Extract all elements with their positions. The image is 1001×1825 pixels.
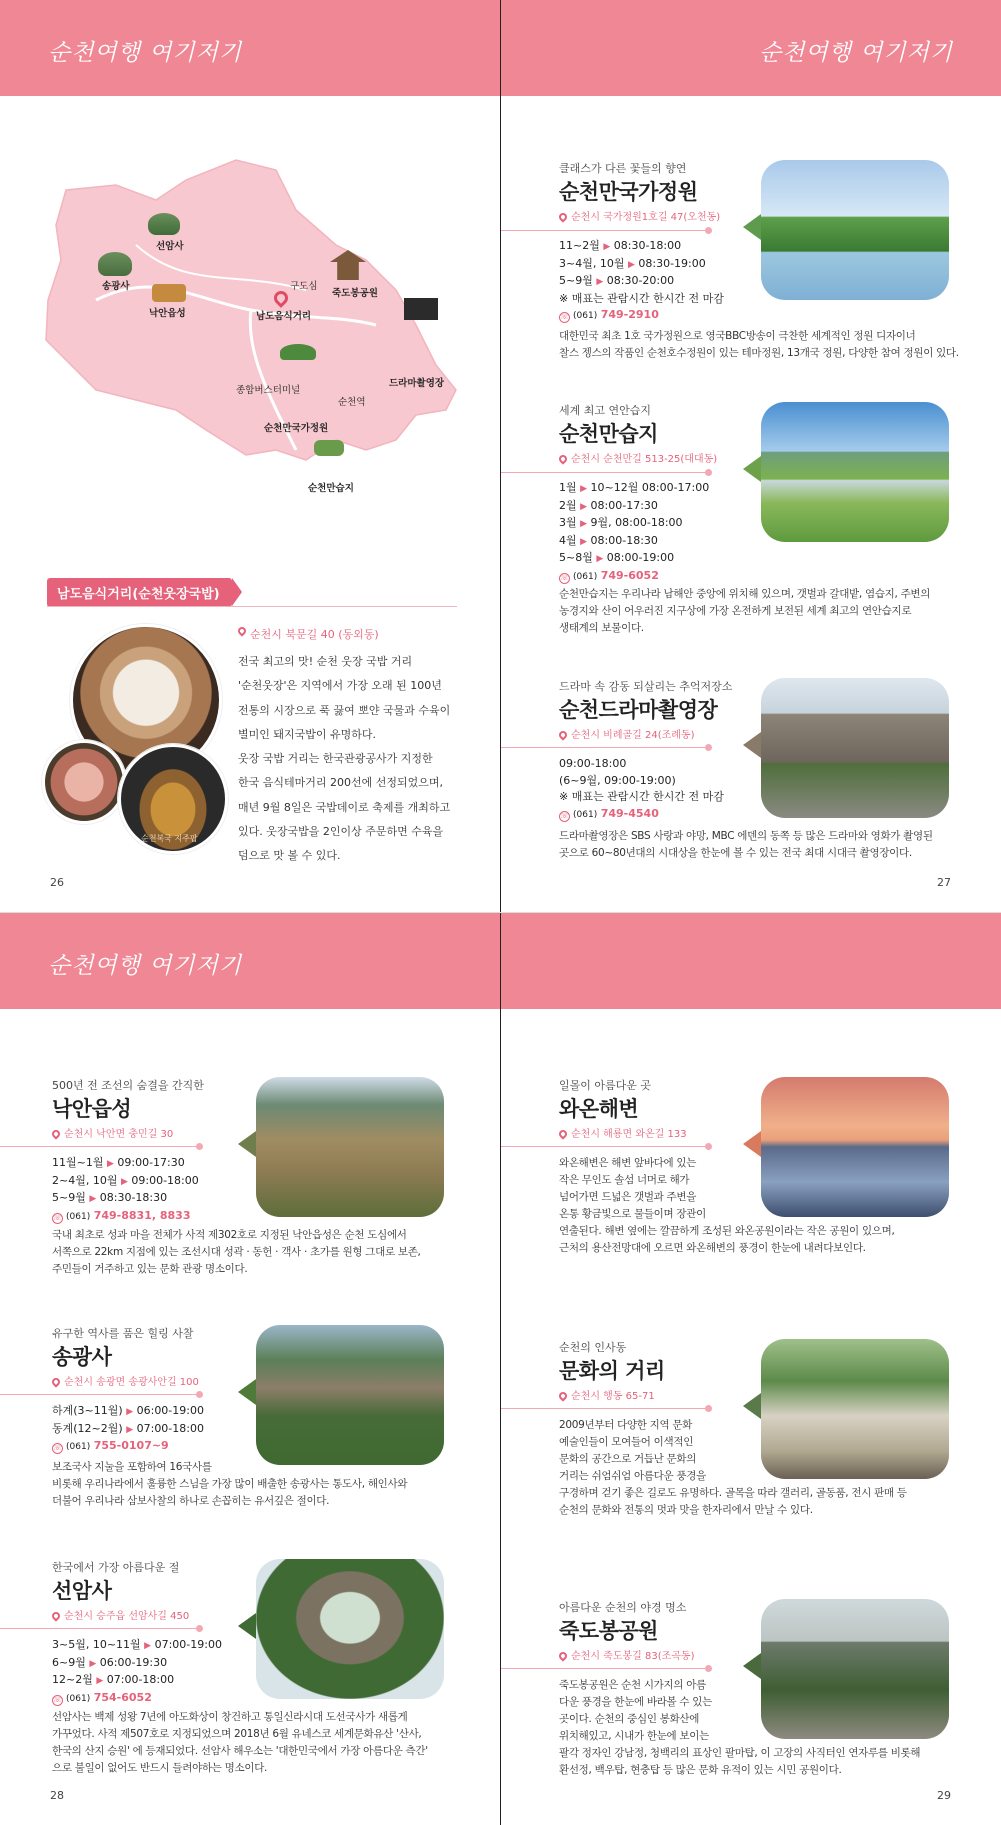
page-number: 28 <box>50 1789 64 1802</box>
entry-address: 순천시 해룡면 와온길 133 <box>559 1125 687 1140</box>
phone-icon: ☏ <box>53 1213 62 1222</box>
food-line: 매년 9월 8일은 국밥데이로 축제를 개최하고 <box>238 800 451 814</box>
map-label-drama: 드라마촬영장 <box>389 378 445 389</box>
entry-title: 선암사 <box>52 1579 112 1603</box>
location-pin-icon <box>557 1650 568 1661</box>
header-title: 순천여행 여기저기 <box>48 953 243 979</box>
map-label-food-street: 남도음식거리 <box>256 311 312 322</box>
entry-title: 순천만국가정원 <box>559 180 698 204</box>
food-line: 덤으로 맛 볼 수 있다. <box>238 849 341 863</box>
page-28 <box>0 913 500 1825</box>
entry-title: 문화의 거리 <box>559 1359 665 1383</box>
map-label-wetland: 순천만습지 <box>308 483 354 494</box>
entry-hours: 11~2월 ▶ 08:30-18:00 3~4월, 10월 ▶ 08:30-19:00 5~9월 ▶ 08:30-20:00 ※ 매표는 관람시간 한시간 전 마감 ☏ (061) 749-2910 <box>559 239 724 321</box>
entry-rule <box>0 1628 200 1629</box>
header-title: 순천여행 여기저기 <box>758 40 953 66</box>
location-pin-icon <box>557 1128 568 1139</box>
photo-tab <box>238 1613 256 1639</box>
photo-tab <box>743 732 761 758</box>
entry-description: 2009년부터 다양한 지역 문화 예술인들이 모여들어 이색적인 문화의 공간으로 거듭난 문화의 거리는 쉬엄쉬엄 아름다운 풍경을 구경하며 걷기 좋은 길로도 유명하다. 골목을 따라 갤러리, 골동품, 전시 판매 등 순천의 문화와 전통의 멋과 맛을 한자리에서 만날 수 있다. <box>559 1419 907 1516</box>
map-label-jukdobong: 죽도봉공원 <box>332 288 378 299</box>
entry-hours: 1월 ▶ 10~12월 08:00-17:00 2월 ▶ 08:00-17:30 3월 ▶ 9월, 08:00-18:00 4월 ▶ 08:00-18:30 5~8월 ▶ 08:00-19:00 ☏ (061) 749-6052 <box>559 481 710 582</box>
songgwangsa-photo <box>256 1325 444 1465</box>
entry-rule <box>0 1146 200 1147</box>
entry-hours: 하계(3~11월) ▶ 06:00-19:00 동계(12~2월) ▶ 07:00-18:00 ☏ (061) 755-0107~9 <box>52 1404 204 1452</box>
entry-rule <box>501 1668 709 1669</box>
entry-title: 낙안읍성 <box>52 1097 132 1121</box>
entry-subtitle: 유구한 역사를 품은 힐링 사찰 <box>52 1327 194 1340</box>
header-title: 순천여행 여기저기 <box>48 40 243 66</box>
entry-address: 순천시 송광면 송광사안길 100 <box>52 1373 199 1388</box>
entry-address: 순천시 승주읍 선암사길 450 <box>52 1607 189 1622</box>
entry-description: 대한민국 최초 1호 국가정원으로 영국BBC방송이 극찬한 세계적인 정원 디자이너 찰스 젱스의 작품인 순천호수정원이 있는 테마정원, 13개국 정원, 다양한 참여 정원이 있다. <box>559 330 959 359</box>
entry-rule <box>501 472 709 473</box>
suyuk-photo <box>42 740 126 824</box>
entry-title: 와온해변 <box>559 1097 639 1121</box>
photo-tab <box>238 1131 256 1157</box>
entry-description: 죽도봉공원은 순천 시가지의 아름 다운 풍경을 한눈에 바라볼 수 있는 곳이다. 순천의 중심인 봉화산에 위치해있고, 시내가 한눈에 보이는 팔각 정자인 강남정, 청백리의 표상인 팔마탑, 이 고장의 사직터인 연자루를 비롯해 환선정, 백우탑, 현충탑 등 많은 문화 유적이 있는 시민 공원이다. <box>559 1679 921 1776</box>
entry-address: 순천시 낙안면 충민길 30 <box>52 1125 173 1140</box>
entry-address: 순천시 행동 65-71 <box>559 1387 655 1402</box>
food-line: 별미인 돼지국밥이 유명하다. <box>238 727 377 741</box>
entry-rule <box>0 1394 200 1395</box>
page-number: 27 <box>937 876 951 889</box>
entry-hours: 3~5월, 10~11월 ▶ 07:00-19:00 6~9월 ▶ 06:00-19:30 12~2월 ▶ 07:00-18:00 ☏ (061) 754-6052 <box>52 1638 222 1704</box>
seonamsa-icon <box>148 213 180 235</box>
location-pin-icon <box>50 1376 61 1387</box>
entry-description: 와온해변은 해변 앞바다에 있는 작은 무인도 솔섬 너머로 해가 넘어가면 드넓은 갯벌과 주변을 온통 황금빛으로 물들이며 장관이 연출된다. 해변 옆에는 깔끔하게 조성된 와온공원이라는 작은 공원이 있으며, 근처의 용산전망대에 오르면 와온해변의 풍경이 한눈에 내려다보인다. <box>559 1157 895 1254</box>
location-pin-icon <box>50 1128 61 1139</box>
entry-rule <box>501 1408 709 1409</box>
entry-rule <box>501 747 709 748</box>
entry-subtitle: 한국에서 가장 아름다운 절 <box>52 1561 180 1574</box>
page-number: 29 <box>937 1789 951 1802</box>
header-band <box>0 0 500 96</box>
map-label-naganeupseong: 낙안읍성 <box>149 308 186 319</box>
food-divider <box>47 606 457 607</box>
location-pin-icon <box>236 625 247 636</box>
page-number: 26 <box>50 876 64 889</box>
drama-clapper-icon <box>404 292 438 320</box>
naganeupseong-icon <box>152 284 186 302</box>
food-street-title: 남도음식거리(순천웃장국밥) <box>47 578 232 607</box>
map-label-songgwangsa: 송광사 <box>102 281 130 292</box>
location-pin-icon <box>50 1610 61 1621</box>
photo-tab <box>743 1653 761 1679</box>
location-pin-icon <box>557 729 568 740</box>
seonamsa-photo <box>256 1559 444 1699</box>
entry-title: 죽도봉공원 <box>559 1619 658 1643</box>
entry-address: 순천시 죽도봉길 83(조곡동) <box>559 1647 695 1662</box>
phone-icon: ☏ <box>560 811 569 820</box>
shop-sign: 순천복국 지주팝 <box>141 834 198 843</box>
entry-address: 순천시 비례골길 24(조례동) <box>559 726 695 741</box>
phone-icon: ☏ <box>560 573 569 582</box>
entry-title: 순천만습지 <box>559 422 658 446</box>
food-line: 전통의 시장으로 푹 끓여 뽀얀 국물과 수육이 <box>238 703 451 717</box>
pig-statue-photo <box>118 744 228 854</box>
page-29 <box>501 913 1001 1825</box>
food-line: 전국 최고의 맛! 순천 웃장 국밥 거리 <box>238 655 413 668</box>
entry-subtitle: 아름다운 순천의 야경 명소 <box>559 1601 687 1614</box>
entry-rule <box>501 1146 709 1147</box>
header-band <box>501 0 1001 96</box>
entry-title: 순천드라마촬영장 <box>559 698 718 722</box>
photo-tab <box>743 456 761 482</box>
suncheon-map <box>36 150 460 510</box>
header-band <box>0 913 500 1009</box>
entry-address: 순천시 국가정원1호길 47(오천동) <box>559 208 720 223</box>
entry-description: 보조국사 지눌을 포함하여 16국사를 비롯해 우리나라에서 훌륭한 스님을 가장 많이 배출한 송광사는 통도사, 해인사와 더불어 우리나라 삼보사찰의 하나로 손꼽히는 유서깊은 절이다. <box>52 1461 408 1507</box>
food-line: 한국 음식테마거리 200선에 선정되었으며, <box>238 776 443 790</box>
photo-tab <box>743 1393 761 1419</box>
food-description <box>238 650 453 869</box>
entry-description: 순천만습지는 우리나라 남해안 중앙에 위치해 있으며, 갯벌과 갈대밭, 염습지, 주변의 농경지와 산이 어우러진 지구상에 가장 온전하게 보전된 세계 최고의 연안습지로 생태계의 보물이다. <box>559 588 931 634</box>
entry-subtitle: 일몰이 아름다운 곳 <box>559 1079 652 1092</box>
entry-description: 선암사는 백제 성왕 7년에 아도화상이 창건하고 통일신라시대 도선국사가 새롭게 가꾸었다. 사적 제507호로 지정되었으며 2018년 6월 유네스코 세계문화유산 '산사, 한국의 산지 승원' 에 등재되었다. 선암사 해우소는 '대한민국에서 가장 아름다운 측간' 으로 불일이 없어도 반드시 들려야하는 명소이다. <box>52 1711 428 1774</box>
entry-hours: 09:00-18:00 (6~9월, 09:00-19:00) ※ 매표는 관람시간 한시간 전 마감 ☏ (061) 749-4540 <box>559 757 724 820</box>
map-label-garden: 순천만국가정원 <box>264 423 329 434</box>
map-label-station: 순천역 <box>338 397 366 408</box>
wetland-icon <box>314 440 344 456</box>
location-pin-icon <box>557 453 568 464</box>
entry-description: 국내 최초로 성과 마을 전체가 사적 제302호로 지정된 낙안읍성은 순천 도심에서 서쪽으로 22km 지점에 있는 조선시대 성곽 · 동헌 · 객사 · 초가를 원형 그대로 보존, 주민들이 거주하고 있는 문화 관광 명소이다. <box>52 1229 421 1275</box>
entry-subtitle: 드라마 속 감동 되살리는 추억저장소 <box>559 680 733 693</box>
entry-hours: 11월~1월 ▶ 09:00-17:30 2~4월, 10월 ▶ 09:00-18:00 5~9월 ▶ 08:30-18:30 ☏ (061) 749-8831, 8833 <box>52 1156 199 1222</box>
drama-set-photo <box>761 678 949 818</box>
nagan-photo <box>256 1077 444 1217</box>
songgwangsa-icon <box>98 252 132 276</box>
phone-icon: ☏ <box>53 1444 62 1452</box>
entry-address: 순천시 순천만길 513-25(대대동) <box>559 450 717 465</box>
food-address: 순천시 북문길 40 (동외동) <box>238 626 379 642</box>
map-shape <box>36 150 460 510</box>
map-label-seonamsa: 선암사 <box>156 241 184 252</box>
photo-tab <box>238 1379 256 1405</box>
page-26 <box>0 0 500 912</box>
page-27 <box>501 0 1001 912</box>
entry-title: 송광사 <box>52 1345 112 1369</box>
entry-subtitle: 500년 전 조선의 숨결을 간직한 <box>52 1079 204 1092</box>
food-line: '순천웃장'은 지역에서 가장 오래 된 100년 <box>238 679 442 693</box>
map-label-old-town: 구도심 <box>290 281 318 292</box>
entry-subtitle: 순천의 인사동 <box>559 1341 627 1354</box>
phone-icon: ☏ <box>53 1695 62 1704</box>
entry-subtitle: 클래스가 다른 꽃들의 향연 <box>559 162 687 175</box>
photo-tab <box>743 1131 761 1157</box>
food-line: 웃장 국밥 거리는 한국관광공사가 지정한 <box>238 752 433 766</box>
photo-tab <box>743 214 761 240</box>
wetland-photo <box>761 402 949 542</box>
location-pin-icon <box>557 211 568 222</box>
garden-photo <box>761 160 949 300</box>
entry-rule <box>501 230 709 231</box>
garden-icon <box>280 344 316 360</box>
entry-subtitle: 세계 최고 연안습지 <box>559 404 652 417</box>
location-pin-icon <box>557 1390 568 1401</box>
phone-icon: ☏ <box>560 313 569 321</box>
header-band <box>501 913 1001 1009</box>
map-label-bus-terminal: 종합버스터미널 <box>236 385 301 396</box>
entry-description: 드라마촬영장은 SBS 사랑과 야망, MBC 에덴의 동쪽 등 많은 드라마와 영화가 촬영된 곳으로 60~80년대의 시대상을 한눈에 볼 수 있는 전국 최대 시대극 촬영장이다. <box>559 830 933 859</box>
food-line: 있다. 웃장국밥을 2인이상 주문하면 수육을 <box>238 825 444 839</box>
